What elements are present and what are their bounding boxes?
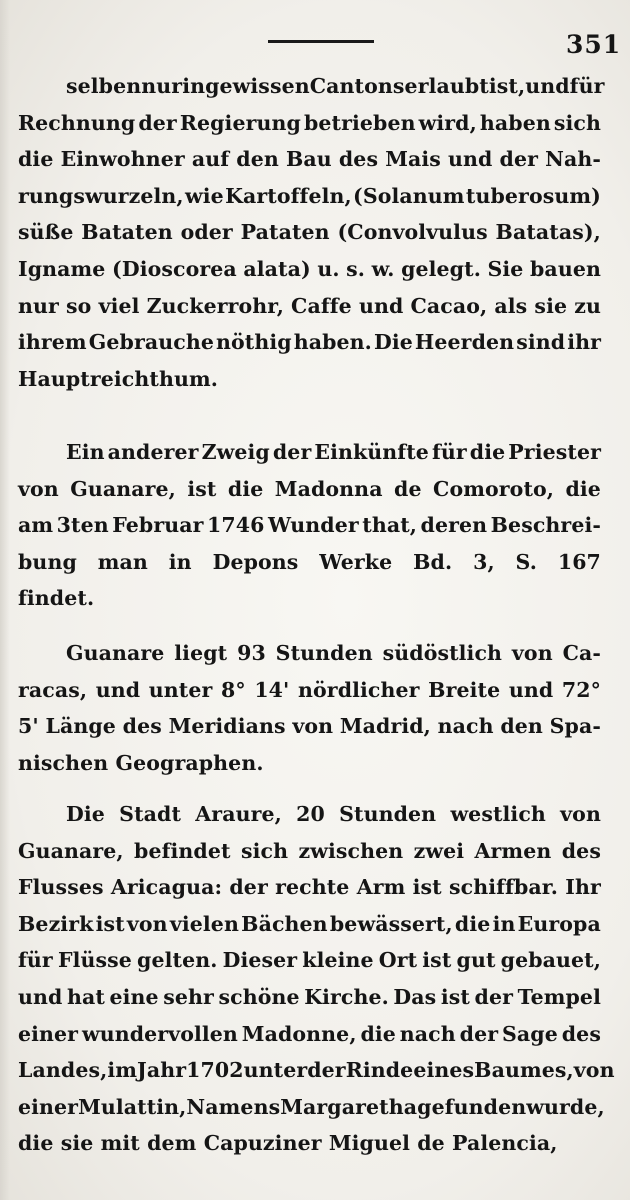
text-line: für Flüsse gelten. Dieser kleine Ort ist gut gebauet, [18,948,601,973]
text-line: nur so viel Zuckerrohr, Caffe und Cacao, als sie zu [18,293,601,318]
text-line: einer Mulattin, Namens Margaretha gefunden wurde, [18,1094,605,1119]
text-line: bung man in Depons Werke Bd. 3, S. 167 [18,549,601,574]
text-line: einer wundervollen Madonne, die nach der Sage des [18,1021,601,1046]
page-number: 351 [566,30,622,59]
text-line: findet. [18,586,95,611]
text-line: rungswurzeln, wie Kartoffeln, (Solanum tuberosum) [18,183,601,208]
text-line: Guanare, befindet sich zwischen zwei Armen des [18,838,601,863]
text-line: süße Bataten oder Pataten (Convolvulus Batatas), [18,220,601,245]
text-line: von Guanare, ist die Madonna de Comoroto, die [18,476,601,501]
text-line: Rechnung der Regierung betrieben wird, haben sich [18,110,601,135]
text-line: die Einwohner auf den Bau des Mais und der Nah- [18,147,601,172]
text-line: am 3ten Februar 1746 Wunder that, deren Beschrei- [18,513,601,538]
text-line: Bezirk ist von vielen Bächen bewässert, die in Europa [18,911,601,936]
text-line: Ein anderer Zweig der Einkünfte für die Priester [66,440,601,464]
text-line: Die Stadt Araure, 20 Stunden westlich von [66,802,601,826]
text-line: selben nur in gewissen Cantons erlaubt ist, und für [66,74,605,98]
text-line: nischen Geographen. [18,750,264,775]
text-line: ihrem Gebrauche nöthig haben. Die Heerden sind ihr [18,330,601,355]
text-line: Flusses Aricagua: der rechte Arm ist schiffbar. Ihr [18,875,601,900]
text-line: die sie mit dem Capuziner Miguel de Palencia, [18,1131,558,1156]
text-line: Igname (Dioscorea alata) u. s. w. gelegt. Sie bauen [18,257,601,281]
text-line: 5' Länge des Meridians von Madrid, nach den Spa- [18,714,601,739]
page-edge-shadow [0,0,10,1200]
text-line: und hat eine sehr schöne Kirche. Das ist der Tempel [18,985,601,1009]
text-line: Landes, im Jahr 1702 unter der Rinde eines Baumes, von [18,1058,615,1083]
header-rule [268,40,374,43]
text-line: Guanare liegt 93 Stunden südöstlich von Ca- [66,641,601,665]
text-line: Hauptreichthum. [18,366,218,391]
text-line: racas, und unter 8° 14' nördlicher Breite und 72° [18,677,601,702]
